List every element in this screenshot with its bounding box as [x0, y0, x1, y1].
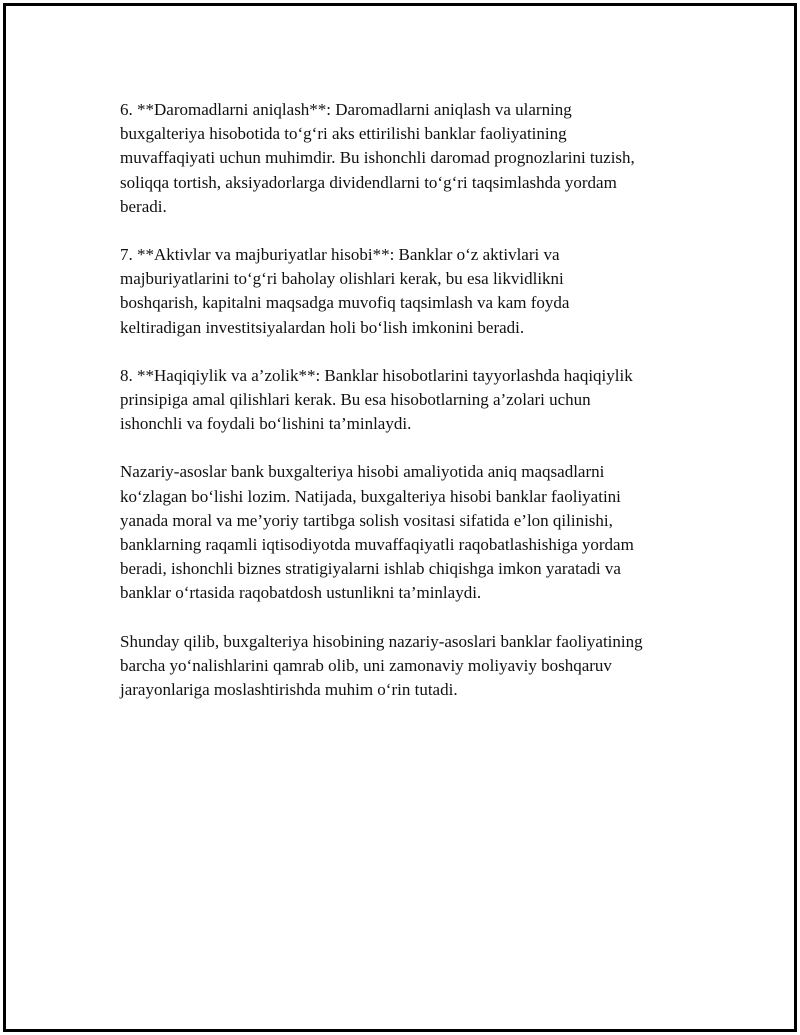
paragraph-conclusion: [120, 630, 700, 703]
text-line: Shunday qilib, buxgalteriya hisobining nazariy-asoslari banklar faoliyatining: [120, 631, 643, 651]
text-line: keltiradigan investitsiyalardan holi bo‘lish imkonini beradi.: [120, 317, 525, 337]
text-line: beradi, ishonchli biznes stratigiyalarni ishlab chiqishga imkon yaratadi va: [120, 559, 621, 579]
text-line: buxgalteriya hisobotida to‘g‘ri aks ettirilishi banklar faoliyatining: [120, 124, 567, 144]
paragraph-haqiqiylik-azolik: [120, 364, 700, 437]
text-line: barcha yo‘nalishlarini qamrab olib, uni zamonaviy moliyaviy boshqaruv: [120, 655, 612, 675]
paragraph-daromadlarni-aniqlash: [120, 98, 700, 219]
text-line: yanada moral va me’yoriy tartibga solish vositasi sifatida e’lon qilinishi,: [120, 510, 613, 530]
text-line: soliqqa tortish, aksiyadorlarga dividendlarni to‘g‘ri taqsimlashda yordam: [120, 172, 617, 192]
text-line: banklar o‘rtasida raqobatdosh ustunlikni ta’minlaydi.: [120, 583, 482, 603]
text-line: 8. **Haqiqiylik va a’zolik**: Banklar hisobotlarini tayyorlashda haqiqiylik: [120, 365, 633, 385]
paragraph-aktivlar-majburiyatlar: [120, 243, 700, 340]
text-line: prinsipiga amal qilishlari kerak. Bu esa hisobotlarning a’zolari uchun: [120, 390, 591, 410]
text-line: jarayonlariga moslashtirishda muhim o‘rin tutadi.: [120, 680, 458, 700]
text-line: ko‘zlagan bo‘lishi lozim. Natijada, buxgalteriya hisobi banklar faoliyatini: [120, 486, 621, 506]
text-line: ishonchli va foydali bo‘lishini ta’minlaydi.: [120, 414, 412, 434]
page-frame: [3, 3, 797, 1032]
text-line: Nazariy-asoslar bank buxgalteriya hisobi amaliyotida aniq maqsadlarni: [120, 462, 605, 482]
text-line: 6. **Daromadlarni aniqlash**: Daromadlarni aniqlash va ularning: [120, 100, 572, 119]
paragraph-nazariy-asoslar: [120, 460, 700, 605]
page-content: [120, 98, 700, 726]
text-line: beradi.: [120, 196, 167, 216]
text-line: muvaffaqiyati uchun muhimdir. Bu ishonchli daromad prognozlarini tuzish,: [120, 148, 635, 168]
text-line: boshqarish, kapitalni maqsadga muvofiq taqsimlash va kam foyda: [120, 293, 570, 313]
text-line: 7. **Aktivlar va majburiyatlar hisobi**: Banklar o‘z aktivlari va: [120, 245, 560, 265]
text-line: majburiyatlarini to‘g‘ri baholay olishlari kerak, bu esa likvidlikni: [120, 269, 564, 289]
text-line: banklarning raqamli iqtisodiyotda muvaffaqiyatli raqobatlashishiga yordam: [120, 535, 634, 555]
